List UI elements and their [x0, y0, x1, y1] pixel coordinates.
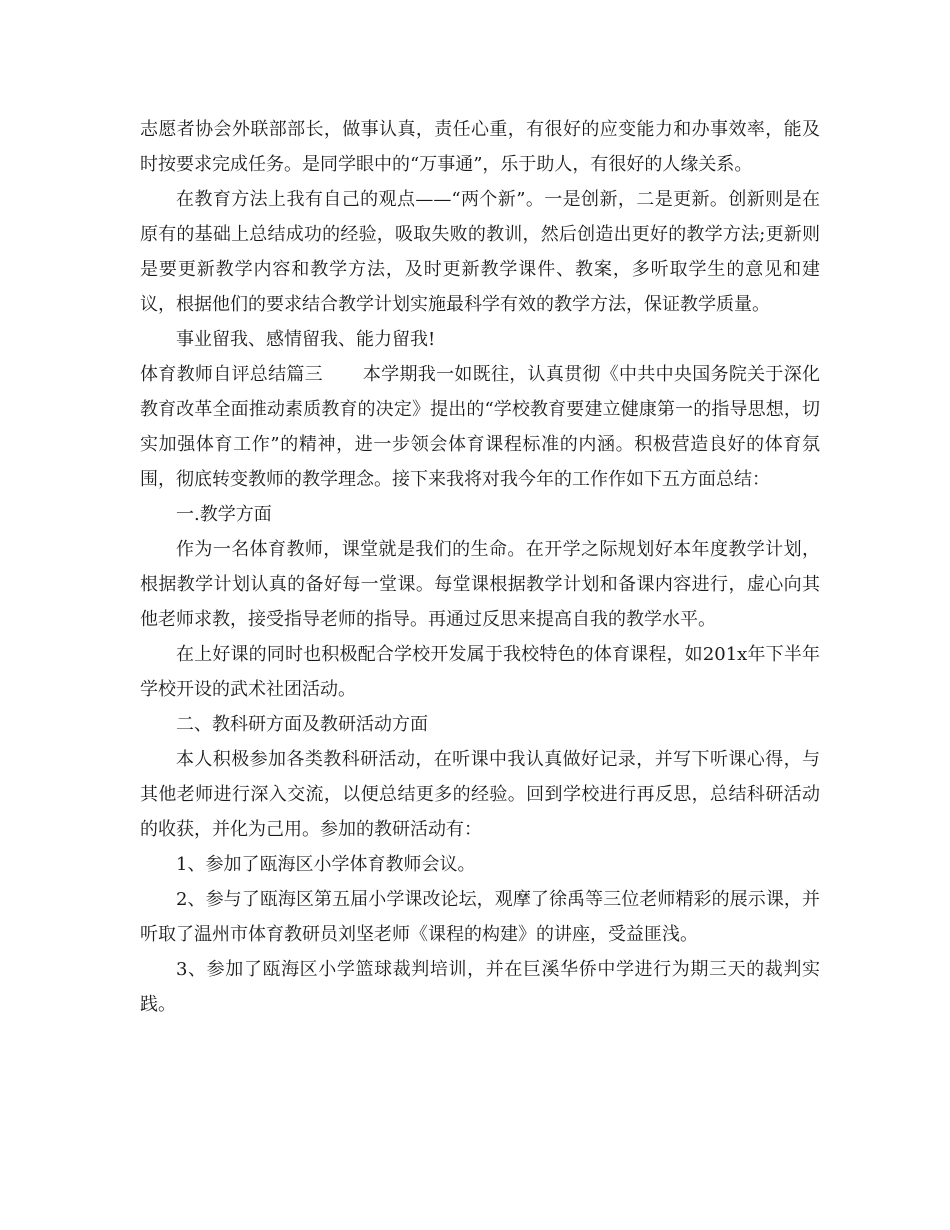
list-item-2: 2、参与了瓯海区第五届小学课改论坛，观摩了徐禹等三位老师精彩的展示课，并听取了温州市体育教研员刘坚老师《课程的构建》的讲座，受益匪浅。	[140, 889, 820, 945]
paragraph-special-course: 在上好课的同时也积极配合学校开发属于我校特色的体育课程，如201x年下半年学校开设的武术社团活动。	[140, 644, 820, 700]
list-item-3: 3、参加了瓯海区小学篮球裁判培训，并在巨溪华侨中学进行为期三天的裁判实践。	[140, 959, 820, 1015]
heading-research: 二、教科研方面及教研活动方面	[176, 714, 428, 735]
paragraph-volunteer-role: 志愿者协会外联部部长，做事认真，责任心重，有很好的应变能力和办事效率，能及时按要求完成任务。是同学眼中的“万事通”，乐于助人，有很好的人缘关系。	[140, 119, 820, 175]
paragraph-motto: 事业留我、感情留我、能力留我!	[176, 329, 436, 350]
paragraph-research-activities: 本人积极参加各类教科研活动，在听课中我认真做好记录，并写下听课心得，与其他老师进行深入交流，以便总结更多的经验。回到学校进行再反思，总结科研活动的收获，并化为己用。参加的教研活动有：	[140, 749, 820, 840]
document-body	[140, 112, 820, 1022]
list-item-1: 1、参加了瓯海区小学体育教师会议。	[176, 854, 476, 875]
paragraph-teaching-method: 在教育方法上我有自己的观点——“两个新”。一是创新，二是更新。创新则是在原有的基础上总结成功的经验，吸取失败的教训，然后创造出更好的教学方法;更新则是要更新教学内容和教学方法，及时更新教学课件、教案，多听取学生的意见和建议，根据他们的要求结合教学计划实施最科学有效的教学方法，保证教学质量。	[140, 189, 820, 315]
paragraph-teaching-plan: 作为一名体育教师，课堂就是我们的生命。在开学之际规划好本年度教学计划，根据教学计划认真的备好每一堂课。每堂课根据教学计划和备课内容进行，虚心向其他老师求教，接受指导老师的指导。再通过反思来提高自我的教学水平。	[140, 539, 820, 630]
section-title: 体育教师自评总结篇三	[140, 364, 323, 385]
section-intro-paragraph	[140, 357, 820, 497]
section-intro-text: 本学期我一如既往，认真贯彻《中共中央国务院关于深化教育改革全面推动素质教育的决定》提出的“学校教育要建立健康第一的指导思想，切实加强体育工作”的精神，进一步领会体育课程标准的内涵。积极营造良好的体育氛围，彻底转变教师的教学理念。接下来我将对我今年的工作作如下五方面总结：	[140, 364, 821, 490]
heading-teaching: 一.教学方面	[176, 504, 272, 525]
